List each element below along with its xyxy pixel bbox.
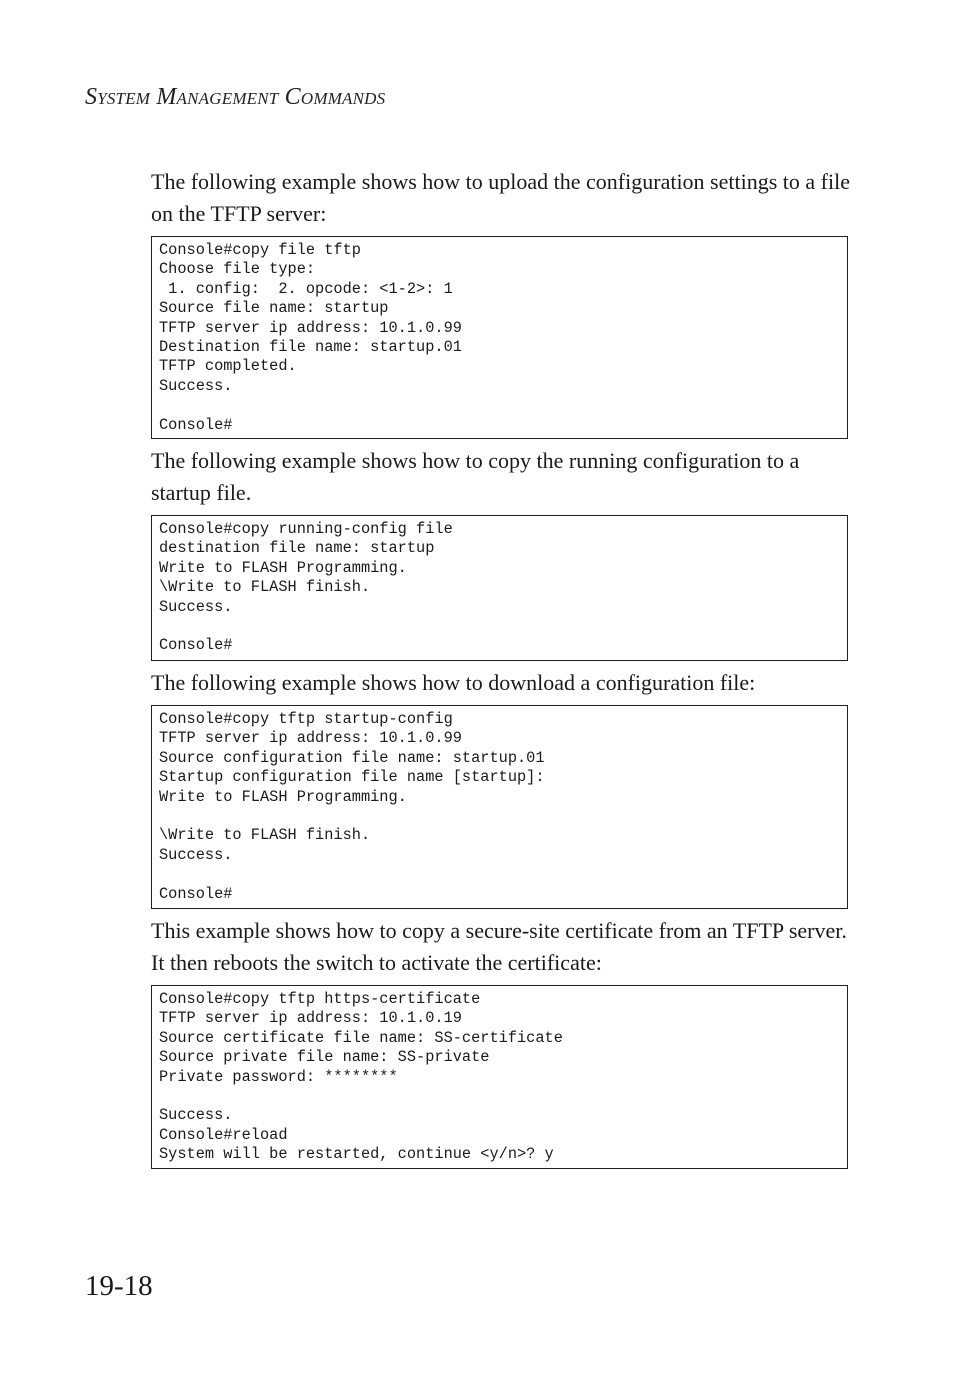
code-line: TFTP server ip address: 10.1.0.19	[159, 1009, 462, 1028]
code-line	[159, 807, 840, 826]
code-line: System will be restarted, continue <y/n>? y	[159, 1145, 554, 1164]
paragraph-copy-certificate: This example shows how to copy a secure-site certificate from an TFTP server. It then reboots the switch to activate the certificate:	[151, 918, 847, 975]
code-block-copy-certificate	[151, 985, 848, 1169]
code-line: TFTP server ip address: 10.1.0.99	[159, 729, 462, 748]
code-line: Source certificate file name: SS-certificate	[159, 1028, 563, 1047]
code-line: Write to FLASH Programming.	[159, 787, 407, 806]
code-line: destination file name: startup	[159, 539, 435, 558]
code-line: Console#reload	[159, 1125, 288, 1144]
code-line: Private password: ********	[159, 1067, 398, 1086]
code-line: Success.	[159, 597, 233, 616]
code-block-upload-config	[151, 236, 848, 439]
code-line: Console#copy tftp https-certificate	[159, 990, 481, 1008]
code-line	[159, 865, 840, 884]
code-line: TFTP completed.	[159, 357, 297, 376]
code-line: 1. config: 2. opcode: <1-2>: 1	[159, 279, 453, 298]
code-line	[159, 1087, 840, 1106]
code-line: \Write to FLASH finish.	[159, 826, 371, 845]
paragraph-copy-running-config: The following example shows how to copy the running configuration to a startup file.	[151, 448, 800, 505]
code-line	[159, 396, 840, 415]
code-line: Success.	[159, 1106, 233, 1125]
code-line: Console#copy running-config file	[159, 520, 453, 538]
code-line: TFTP server ip address: 10.1.0.99	[159, 318, 462, 337]
code-line: Console#	[159, 636, 233, 655]
code-line: Write to FLASH Programming.	[159, 558, 407, 577]
running-header: System Management Commands	[85, 84, 386, 110]
code-line: Source file name: startup	[159, 299, 389, 318]
code-line: Console#copy file tftp	[159, 241, 361, 259]
page-number: 19-18	[85, 1270, 153, 1302]
code-line: Source configuration file name: startup.01	[159, 748, 545, 767]
code-line: Choose file type:	[159, 260, 316, 279]
code-line: Console#	[159, 884, 233, 903]
code-line: Success.	[159, 845, 233, 864]
code-line: Destination file name: startup.01	[159, 338, 462, 357]
code-line: Console#copy tftp startup-config	[159, 710, 453, 728]
code-line: Success.	[159, 376, 233, 395]
code-block-copy-running-config	[151, 515, 848, 661]
paragraph-upload-config: The following example shows how to upload the configuration settings to a file on the TFTP server:	[151, 169, 850, 226]
code-line	[159, 617, 840, 636]
code-line: Source private file name: SS-private	[159, 1048, 490, 1067]
code-block-download-config	[151, 705, 848, 909]
paragraph-download-config: The following example shows how to download a configuration file:	[151, 670, 756, 695]
code-line: \Write to FLASH finish.	[159, 578, 371, 597]
code-line: Console#	[159, 415, 233, 434]
code-line: Startup configuration file name [startup]:	[159, 768, 545, 787]
